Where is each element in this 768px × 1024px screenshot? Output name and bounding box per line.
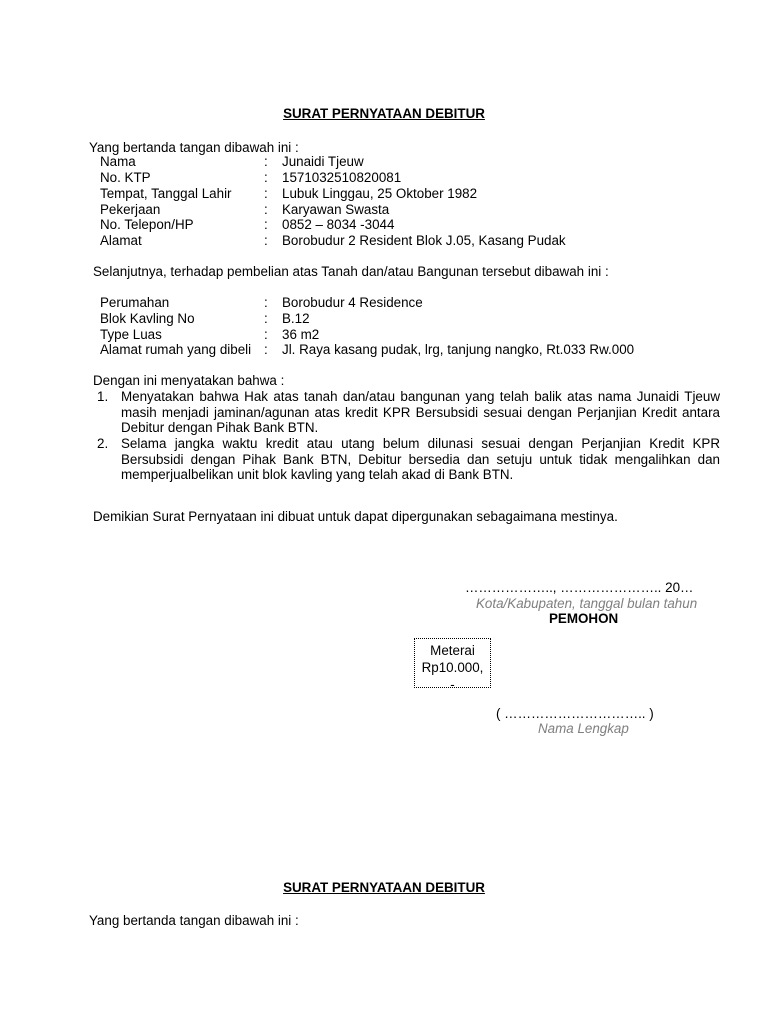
field-colon: : bbox=[264, 295, 268, 310]
field-label: Alamat bbox=[100, 233, 142, 248]
field-label: Nama bbox=[100, 154, 136, 169]
statement-number: 2. bbox=[97, 436, 109, 451]
signer-role: PEMOHON bbox=[549, 611, 619, 626]
purchase-intro: Selanjutnya, terhadap pembelian atas Tanah dan/atau Bangunan tersebut dibawah ini : bbox=[93, 264, 609, 279]
field-value: B.12 bbox=[282, 311, 310, 326]
date-line: ……………….., ………………….. 20… bbox=[465, 580, 694, 595]
closing-text: Demikian Surat Pernyataan ini dibuat untuk dapat dipergunakan sebagaimana mestinya. bbox=[93, 509, 618, 524]
field-value: 36 m2 bbox=[282, 327, 320, 342]
field-colon: : bbox=[264, 233, 268, 248]
field-label: Pekerjaan bbox=[100, 202, 161, 217]
field-label: No. Telepon/HP bbox=[100, 217, 194, 232]
intro-text-2: Yang bertanda tangan dibawah ini : bbox=[89, 913, 299, 928]
field-colon: : bbox=[264, 154, 268, 169]
field-colon: : bbox=[264, 170, 268, 185]
field-label: Blok Kavling No bbox=[100, 311, 195, 326]
field-value: Karyawan Swasta bbox=[282, 202, 390, 217]
name-caption: Nama Lengkap bbox=[538, 721, 629, 736]
field-label: Type Luas bbox=[100, 327, 162, 342]
field-colon: : bbox=[264, 342, 268, 357]
field-label: No. KTP bbox=[100, 170, 151, 185]
field-colon: : bbox=[264, 186, 268, 201]
field-colon: : bbox=[264, 202, 268, 217]
stamp-text-line: - bbox=[450, 677, 455, 692]
field-colon: : bbox=[264, 217, 268, 232]
field-label: Alamat rumah yang dibeli bbox=[100, 342, 252, 357]
stamp-box bbox=[414, 638, 491, 692]
statement-number: 1. bbox=[97, 389, 109, 404]
document-title: SURAT PERNYATAAN DEBITUR bbox=[283, 106, 485, 121]
document-title-2: SURAT PERNYATAAN DEBITUR bbox=[283, 880, 485, 895]
name-signature-line: ( ………………………….. ) bbox=[496, 706, 654, 721]
date-caption: Kota/Kabupaten, tanggal bulan tahun bbox=[476, 596, 698, 611]
statement-text: Selama jangka waktu kredit atau utang belum dilunasi sesuai dengan Perjanjian Kredit KPR Bersubsidi dengan Pihak Bank BTN, Debitur bersedia dan setuju untuk tidak mengalihkan dan memperjualbelikan unit blok kavling yang telah akad di Bank BTN. bbox=[121, 436, 720, 483]
field-value: 0852 – 8034 -3044 bbox=[282, 217, 395, 232]
field-colon: : bbox=[264, 311, 268, 326]
stamp-text-line: Rp10.000, bbox=[421, 660, 484, 675]
field-value: Junaidi Tjeuw bbox=[282, 154, 364, 169]
field-value: 1571032510820081 bbox=[282, 170, 402, 185]
field-colon: : bbox=[264, 327, 268, 342]
field-value: Lubuk Linggau, 25 Oktober 1982 bbox=[282, 186, 478, 201]
field-label: Tempat, Tanggal Lahir bbox=[100, 186, 232, 201]
field-label: Perumahan bbox=[100, 295, 170, 310]
field-value: Borobudur 2 Resident Blok J.05, Kasang Pudak bbox=[282, 233, 566, 248]
statement-text: Menyatakan bahwa Hak atas tanah dan/atau bangunan yang telah balik atas nama Junaidi Tjeuw masih menjadi jaminan/agunan atas kredit KPR Bersubsidi sesuai dengan Perjanjian Kredit antara Debitur dengan Pihak Bank BTN. bbox=[121, 389, 720, 436]
intro-text: Yang bertanda tangan dibawah ini : bbox=[89, 140, 299, 155]
statement-intro: Dengan ini menyatakan bahwa : bbox=[93, 373, 285, 388]
field-value: Borobudur 4 Residence bbox=[282, 295, 423, 310]
field-value: Jl. Raya kasang pudak, lrg, tanjung nangko, Rt.033 Rw.000 bbox=[282, 342, 635, 357]
stamp-text-line: Meterai bbox=[430, 643, 475, 658]
